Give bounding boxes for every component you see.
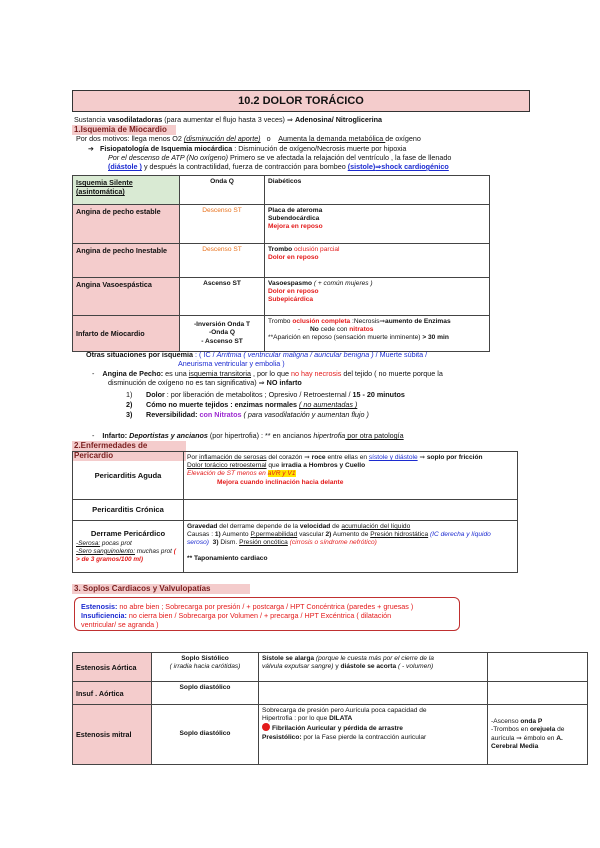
soplos-box [74, 597, 460, 631]
infarto-line: - Infarto: Deportistas y ancianos (por hipertrofia) : ** en ancianos hipertrofia por otra patología [92, 431, 404, 440]
table-row [73, 205, 490, 244]
insuficiencia-line2: ventricular/ se agranda ) [81, 620, 159, 629]
valvulopatias-table [72, 652, 588, 765]
table-cell: -Inversión Onda T -Onda Q - Ascenso ST [180, 316, 265, 352]
table-cell: Pericarditis Aguda [73, 452, 184, 500]
table-row [73, 682, 588, 705]
table-cell: Trombo oclusión parcial Dolor en reposo [265, 244, 490, 278]
table-cell: Angina de pecho Inestable [73, 244, 180, 278]
section-heading-soplos: 3. Soplos Cardiacos y Valvulopatías [72, 584, 250, 594]
section-heading-isquemia: 1.Isquemia de Miocardio [72, 125, 176, 135]
angina-item-3: 3) Reversibilidad: con Nitratos ( para vasodilatación y aumentan flujo ) [126, 410, 369, 419]
table-cell: Isquemia Silente (asintomática) [73, 176, 180, 205]
angina-item-1: 1) Dolor : por liberación de metabolitos ; Opresivo / Retroesternal / 15 - 20 minutos [126, 390, 405, 399]
table-cell: Derrame Pericárdico -Serosa: pocas prot -Sero sanguinolento: muchas prot ( > de 3 gramos/100 ml) [73, 521, 184, 573]
table-cell: Infarto de Miocardio [73, 316, 180, 352]
table-row [73, 705, 588, 765]
table-cell: Placa de ateroma Subendocárdica Mejora en reposo [265, 205, 490, 244]
insuficiencia-line: Insuficiencia: no cierra bien / Sobrecarga por Volumen / + precarga / HPT Excéntrica ( dilatación [81, 611, 392, 620]
table-cell: Diabéticos [265, 176, 490, 205]
table-row [73, 244, 490, 278]
table-row [73, 500, 518, 521]
section-heading-pericardio: 2.Enfermedades de Pericardio [72, 441, 186, 461]
table-cell: Soplo diastólico [152, 682, 259, 705]
table-cell [488, 653, 588, 682]
atp-line: Por el descenso de ATP (No oxígeno) Primero se ve afectada la relajación del ventrículo , la fase de llenado [108, 153, 452, 162]
table-cell: Estenosis Aórtica [73, 653, 152, 682]
table-cell: Sístole se alarga (porque le cuesta más por el cierre de la válvula expulsar sangre) y diástole se acorta ( - volumen) [259, 653, 488, 682]
pericardio-table [72, 451, 518, 573]
table-cell: Soplo diastólico [152, 705, 259, 765]
otras-situaciones: Otras situaciones por isquemia : ( IC / Arritmia ( ventricular maligna / auricular benigna ) / Muerte súbita / [86, 350, 428, 359]
table-row [73, 176, 490, 205]
motivos-line: Por dos motivos: llega menos O2 (disminución del aporte) o Aumenta la demanda metabólica de oxígeno [76, 134, 421, 143]
table-cell: Insuf . Aórtica [73, 682, 152, 705]
table-row [73, 316, 490, 352]
table-cell [259, 682, 488, 705]
table-row [73, 653, 588, 682]
table-cell [184, 500, 518, 521]
table-cell: Estenosis mitral [73, 705, 152, 765]
table-row [73, 278, 490, 316]
table-cell: Soplo Sistólico ( irradia hacia carótidas) [152, 653, 259, 682]
angina-line1: - Angina de Pecho: es una isquemia transitoria , por lo que no hay necrosis del tejido ( no muerte porque la [92, 369, 443, 378]
diastole-line: (diástole ) y después la contractilidad, fuerza de contracción para bombeo (sistole)⇒shock cardiogénico [108, 162, 449, 171]
intro-line: Sustancia vasodilatadoras (para aumentar el flujo hasta 3 veces) ⇒ Adenosina/ Nitroglicerina [74, 115, 383, 124]
table-cell: -Ascenso onda P -Trombos en orejuela de aurícula ⇒ émbolo en A. Cerebral Media [488, 705, 588, 765]
table-row [73, 452, 518, 500]
fisiopatologia-line: ➔ Fisiopatología de Isquemia miocárdica : Disminución de oxígeno/Necrosis muerte por hipoxia [88, 144, 407, 153]
angina-item-2: 2) Cómo no muerte tejidos : enzimas normales ( no aumentadas ) [126, 400, 358, 409]
table-cell: Ascenso ST [180, 278, 265, 316]
table-cell: Trombo oclusión completa :Necrosis⇒aumento de Enzimas - No cede con nitratos **Aparición en reposo (sensación muerte inminente) > 30 min [265, 316, 490, 352]
red-dot-icon [262, 723, 270, 731]
isquemia-table [72, 175, 490, 352]
table-cell: Descenso ST [180, 205, 265, 244]
estenosis-line: Estenosis: no abre bien ; Sobrecarga por presión / + postcarga / HPT Concéntrica (paredes + gruesas ) [81, 602, 414, 611]
table-cell [488, 682, 588, 705]
otras-line2: Aneurisma ventricular y embolia ) [178, 359, 285, 368]
table-cell: Descenso ST [180, 244, 265, 278]
table-cell: Onda Q [180, 176, 265, 205]
table-cell: Angina de pecho estable [73, 205, 180, 244]
table-cell: Sobrecarga de presión pero Aurícula poca capacidad de Hipertrofia : por lo que DILATA Fibrilación Auricular y pérdida de arrastre Presistólico: por la Fase pierde la contracción auricular [259, 705, 488, 765]
table-cell: Por inflamación de serosas del corazón ⇒ roce entre ellas en sístole y diástole ⇒ soplo por fricción Dolor torácico retroesternal que irradia a Hombros y Cuello Elevación de ST menos en aVR y V1 Mejora cuando inclinación hacia delante [184, 452, 518, 500]
table-cell: Gravedad del derrame depende de la velocidad de acumulación del líquido Causas : 1) Aumento P.permeabilidad vascular 2) Aumento de Presión hidrostática (IC derecha y líquido seroso) 3) Dism. Presión oncótica (cirrosis o síndrome nefrótico) ** Taponamiento cardiaco [184, 521, 518, 573]
page-title: 10.2 DOLOR TORÁCICO [72, 90, 530, 112]
table-cell: Pericarditis Crónica [73, 500, 184, 521]
table-cell: Vasoespasmo ( + común mujeres ) Dolor en reposo Subepicárdica [265, 278, 490, 316]
table-row [73, 521, 518, 573]
table-cell: Angina Vasoespástica [73, 278, 180, 316]
angina-line2: disminución de oxígeno no es tan significativa) ⇒ NO infarto [108, 378, 302, 387]
